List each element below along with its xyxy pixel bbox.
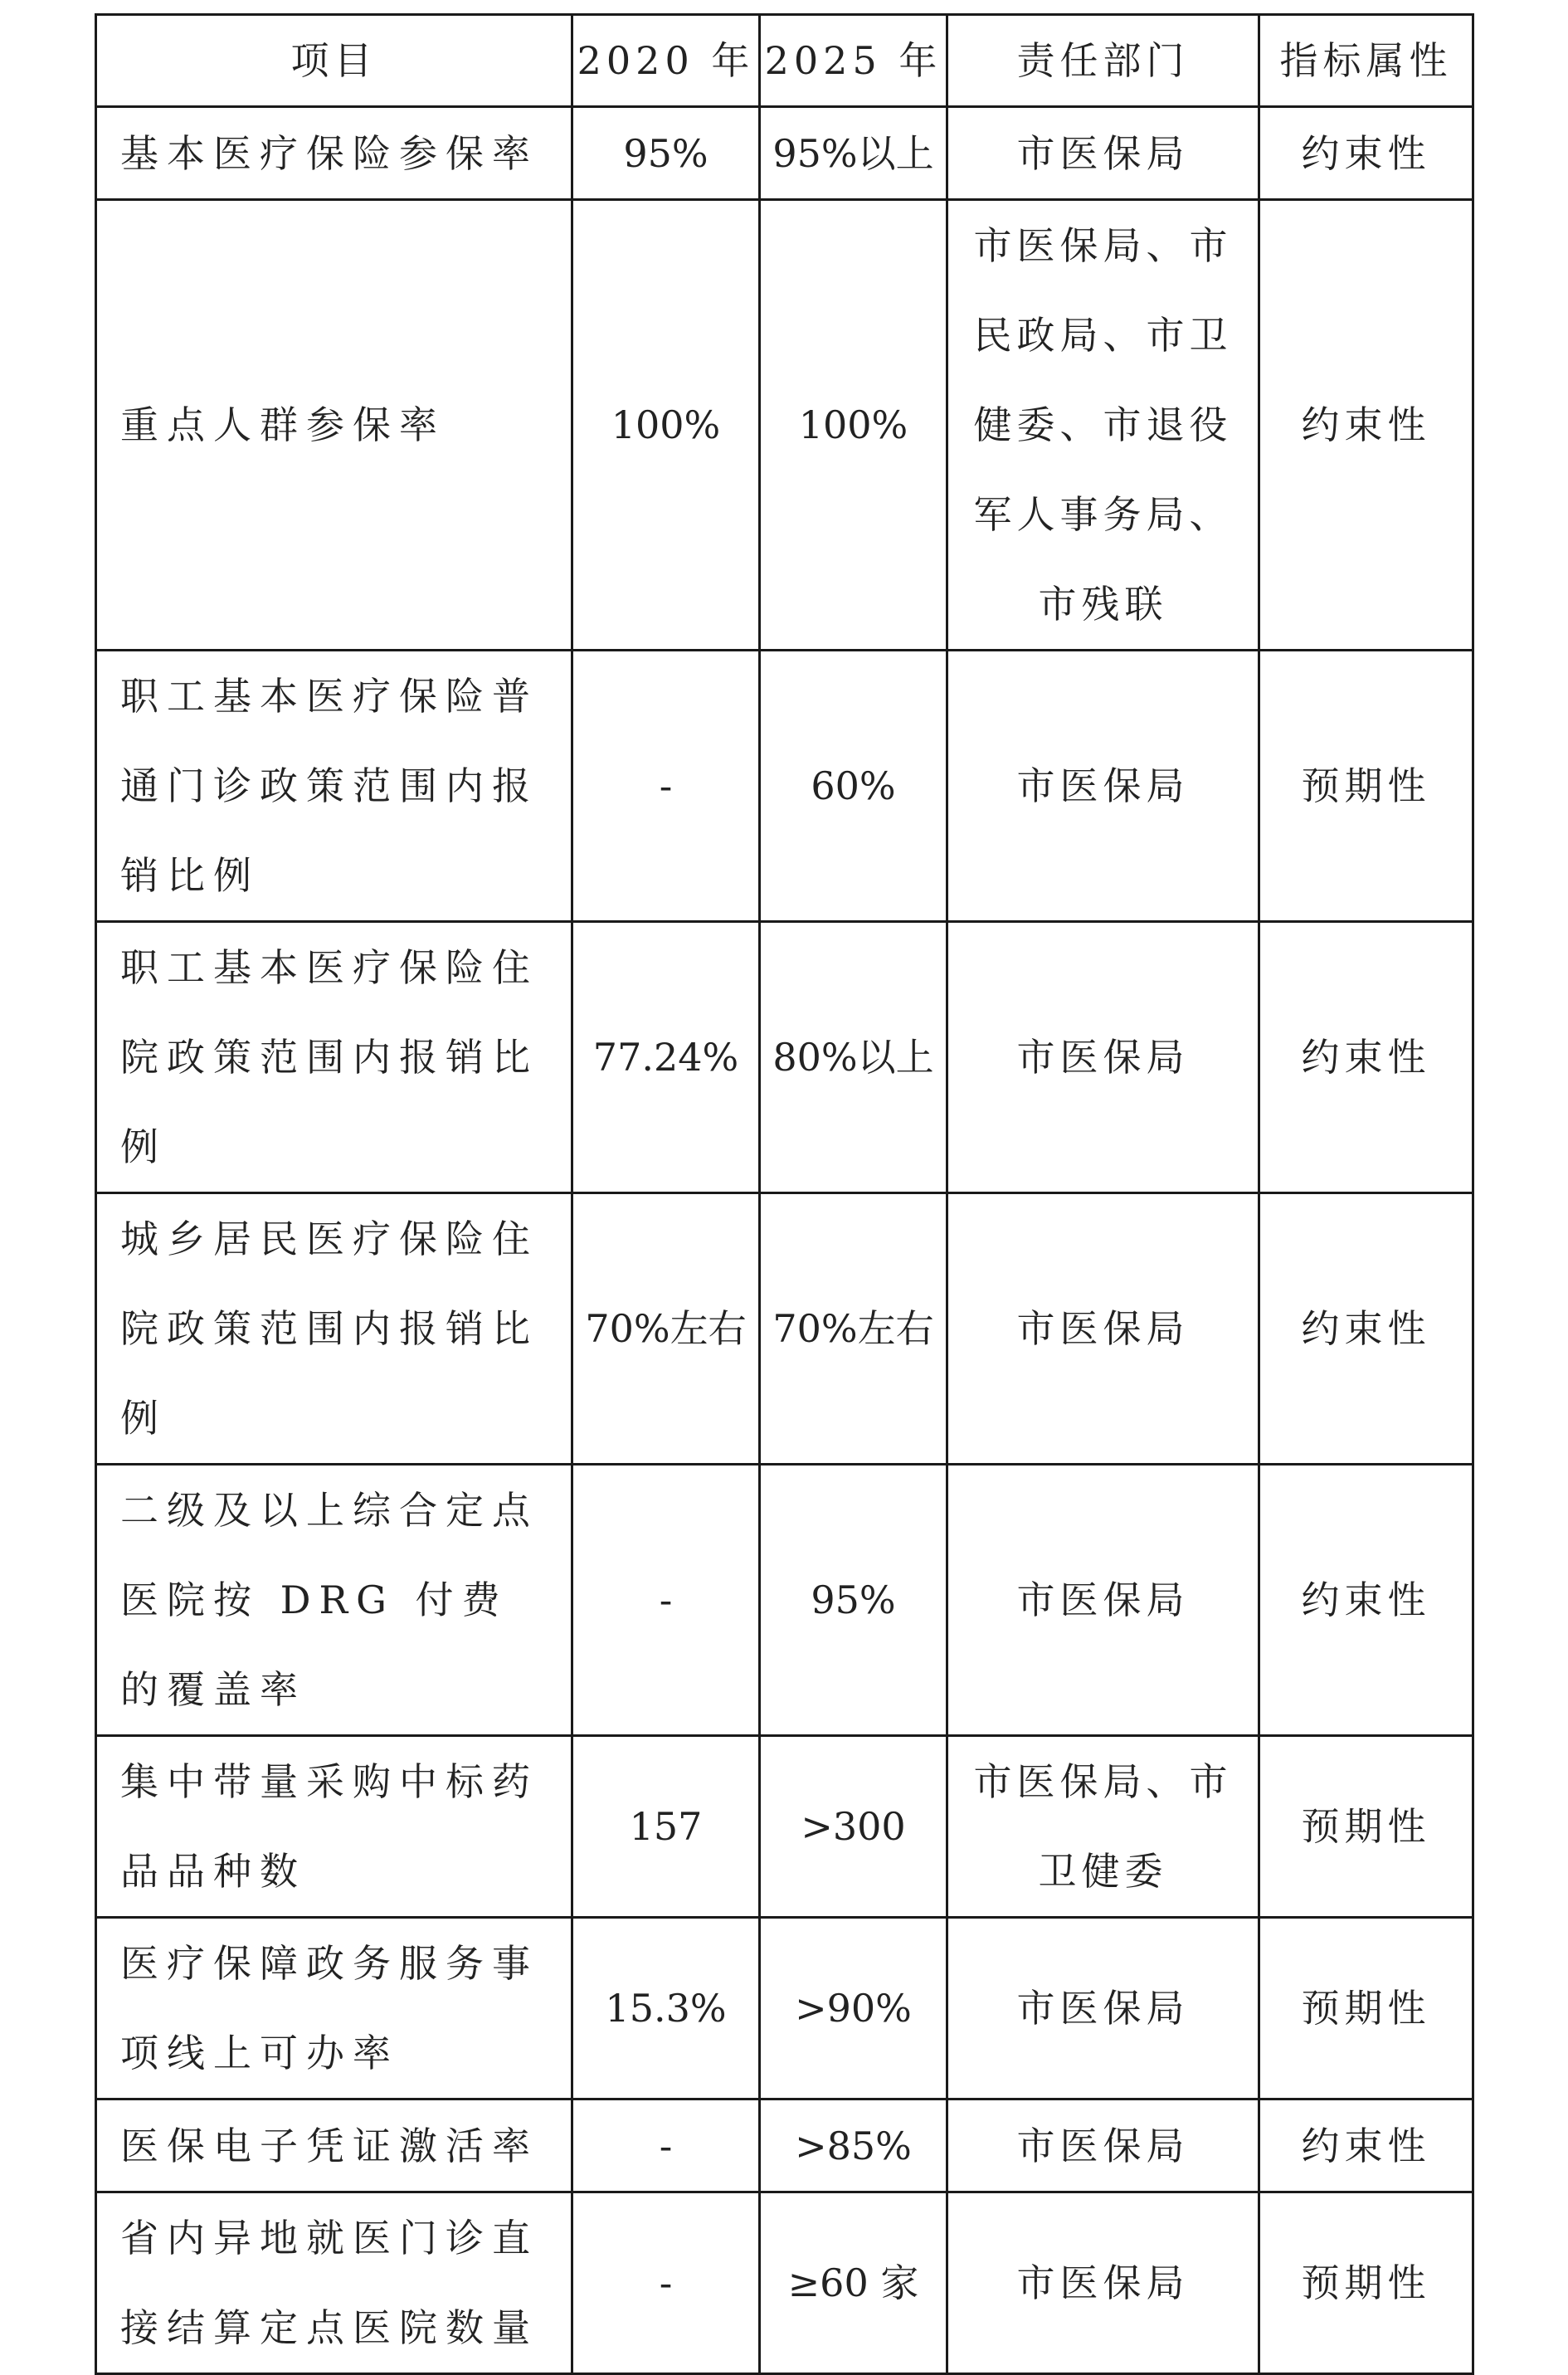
cell-attribute: 预期性 <box>1259 1736 1473 1918</box>
cell-item: 医疗保障政务服务事项线上可办率 <box>96 1918 572 2099</box>
header-department: 责任部门 <box>947 15 1259 107</box>
cell-item: 职工基本医疗保险普通门诊政策范围内报销比例 <box>96 651 572 922</box>
cell-2025: 95% <box>760 1465 947 1736</box>
header-item: 项目 <box>96 15 572 107</box>
table-row <box>96 651 1473 922</box>
cell-attribute: 约束性 <box>1259 107 1473 200</box>
table-row <box>96 200 1473 651</box>
cell-department: 市医保局 <box>947 1918 1259 2099</box>
cell-2025: >90% <box>760 1918 947 2099</box>
indicator-table <box>95 13 1474 2375</box>
header-attribute: 指标属性 <box>1259 15 1473 107</box>
table-row <box>96 2099 1473 2192</box>
cell-attribute: 约束性 <box>1259 2099 1473 2192</box>
cell-attribute: 预期性 <box>1259 651 1473 922</box>
cell-2020: 100% <box>572 200 760 651</box>
cell-2020: 15.3% <box>572 1918 760 2099</box>
cell-2025: 70%左右 <box>760 1193 947 1465</box>
table-row <box>96 1736 1473 1918</box>
cell-item: 重点人群参保率 <box>96 200 572 651</box>
table-header-row <box>96 15 1473 107</box>
cell-2025: 100% <box>760 200 947 651</box>
cell-item: 二级及以上综合定点医院按 DRG 付费的覆盖率 <box>96 1465 572 1736</box>
cell-item: 城乡居民医疗保险住院政策范围内报销比例 <box>96 1193 572 1465</box>
cell-department: 市医保局 <box>947 1465 1259 1736</box>
table-row <box>96 1193 1473 1465</box>
indicator-table-container <box>95 13 1472 2375</box>
cell-department: 市医保局 <box>947 1193 1259 1465</box>
cell-department: 市医保局、市民政局、市卫健委、市退役军人事务局、市残联 <box>947 200 1259 651</box>
cell-2025: >300 <box>760 1736 947 1918</box>
cell-item: 医保电子凭证激活率 <box>96 2099 572 2192</box>
cell-department: 市医保局 <box>947 107 1259 200</box>
table-row <box>96 2192 1473 2374</box>
cell-department: 市医保局 <box>947 2192 1259 2374</box>
cell-2020: - <box>572 2099 760 2192</box>
cell-2020: 70%左右 <box>572 1193 760 1465</box>
cell-2025: 60% <box>760 651 947 922</box>
cell-attribute: 约束性 <box>1259 1193 1473 1465</box>
cell-department: 市医保局 <box>947 922 1259 1193</box>
cell-attribute: 约束性 <box>1259 922 1473 1193</box>
cell-department: 市医保局、市卫健委 <box>947 1736 1259 1918</box>
cell-department: 市医保局 <box>947 2099 1259 2192</box>
header-2025: 2025 年 <box>760 15 947 107</box>
cell-item: 职工基本医疗保险住院政策范围内报销比例 <box>96 922 572 1193</box>
cell-item: 基本医疗保险参保率 <box>96 107 572 200</box>
cell-2025: 80%以上 <box>760 922 947 1193</box>
table-row <box>96 922 1473 1193</box>
table-row <box>96 1465 1473 1736</box>
cell-2025: 95%以上 <box>760 107 947 200</box>
cell-department: 市医保局 <box>947 651 1259 922</box>
table-row <box>96 107 1473 200</box>
cell-2020: - <box>572 1465 760 1736</box>
table-row <box>96 1918 1473 2099</box>
cell-attribute: 约束性 <box>1259 1465 1473 1736</box>
cell-2025: >85% <box>760 2099 947 2192</box>
cell-2020: - <box>572 2192 760 2374</box>
cell-attribute: 预期性 <box>1259 1918 1473 2099</box>
cell-2020: 95% <box>572 107 760 200</box>
cell-item: 省内异地就医门诊直接结算定点医院数量 <box>96 2192 572 2374</box>
cell-2020: 157 <box>572 1736 760 1918</box>
cell-attribute: 预期性 <box>1259 2192 1473 2374</box>
cell-attribute: 约束性 <box>1259 200 1473 651</box>
cell-2020: 77.24% <box>572 922 760 1193</box>
cell-2020: - <box>572 651 760 922</box>
cell-item: 集中带量采购中标药品品种数 <box>96 1736 572 1918</box>
cell-2025: ≥60 家 <box>760 2192 947 2374</box>
header-2020: 2020 年 <box>572 15 760 107</box>
